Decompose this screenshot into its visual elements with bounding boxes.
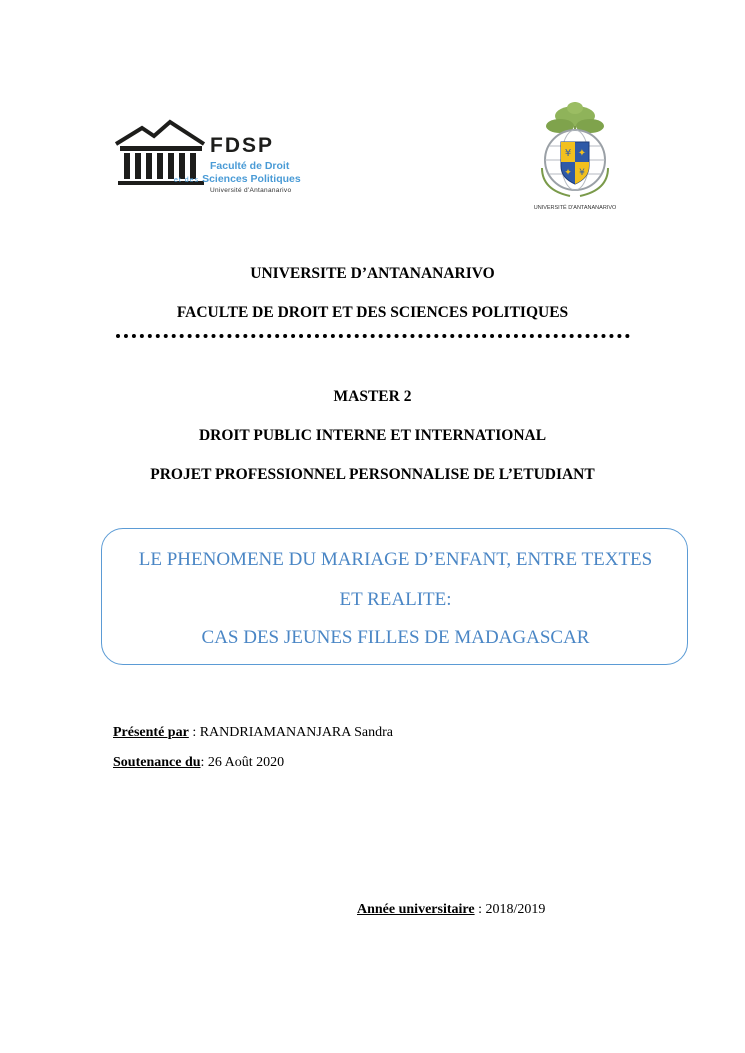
presented-by-value: RANDRIAMANANJARA Sandra xyxy=(199,725,393,740)
faculty-name: FACULTE DE DROIT ET DES SCIENCES POLITIQUES xyxy=(176,304,569,321)
program-specialty: DROIT PUBLIC INTERNE ET INTERNATIONAL xyxy=(198,427,547,444)
fdsp-line-2-text: Sciences Politiques xyxy=(202,173,301,185)
svg-text:¥: ¥ xyxy=(579,168,585,178)
fdsp-acronym: FDSP xyxy=(210,134,275,157)
presented-by xyxy=(113,725,393,741)
defense-date-label: Soutenance du xyxy=(113,755,201,770)
defense-date-separator: : xyxy=(200,755,208,770)
academic-year xyxy=(357,902,545,918)
program-level: MASTER 2 xyxy=(333,388,412,405)
thesis-title-line-2: ET REALITE: xyxy=(339,589,452,610)
program-project: PROJET PROFESSIONNEL PERSONNALISE DE L’ETUDIANT xyxy=(150,466,595,483)
thesis-title-line-3: CAS DES JEUNES FILLES DE MADAGASCAR xyxy=(201,627,590,648)
fdsp-line-2-prefix: et des xyxy=(174,177,200,184)
fdsp-logo xyxy=(112,118,327,198)
fdsp-line-1: Faculté de Droit xyxy=(210,160,290,172)
university-seal-caption: UNIVERSITÉ D'ANTANANARIVO xyxy=(533,205,617,211)
university-seal xyxy=(520,98,630,218)
fdsp-line-2 xyxy=(174,173,301,185)
thesis-title-line-1: LE PHENOMENE DU MARIAGE D’ENFANT, ENTRE TEXTES xyxy=(138,549,653,570)
thesis-title-box xyxy=(101,528,688,665)
svg-text:¥: ¥ xyxy=(564,148,572,159)
presented-by-separator: : xyxy=(188,725,200,740)
academic-year-value: 2018/2019 xyxy=(485,902,546,917)
university-seal-icon xyxy=(520,98,630,204)
svg-text:✦: ✦ xyxy=(577,148,587,159)
university-name: UNIVERSITE D’ANTANANARIVO xyxy=(250,265,495,282)
defense-date xyxy=(113,755,284,771)
defense-date-value: 26 Août 2020 xyxy=(207,755,285,770)
dotted-divider xyxy=(116,334,630,338)
academic-year-separator: : xyxy=(474,902,486,917)
svg-text:✦: ✦ xyxy=(564,168,572,178)
academic-year-label: Année universitaire xyxy=(357,902,475,917)
presented-by-label: Présenté par xyxy=(113,725,189,740)
fdsp-line-3: Université d'Antananarivo xyxy=(210,187,292,194)
